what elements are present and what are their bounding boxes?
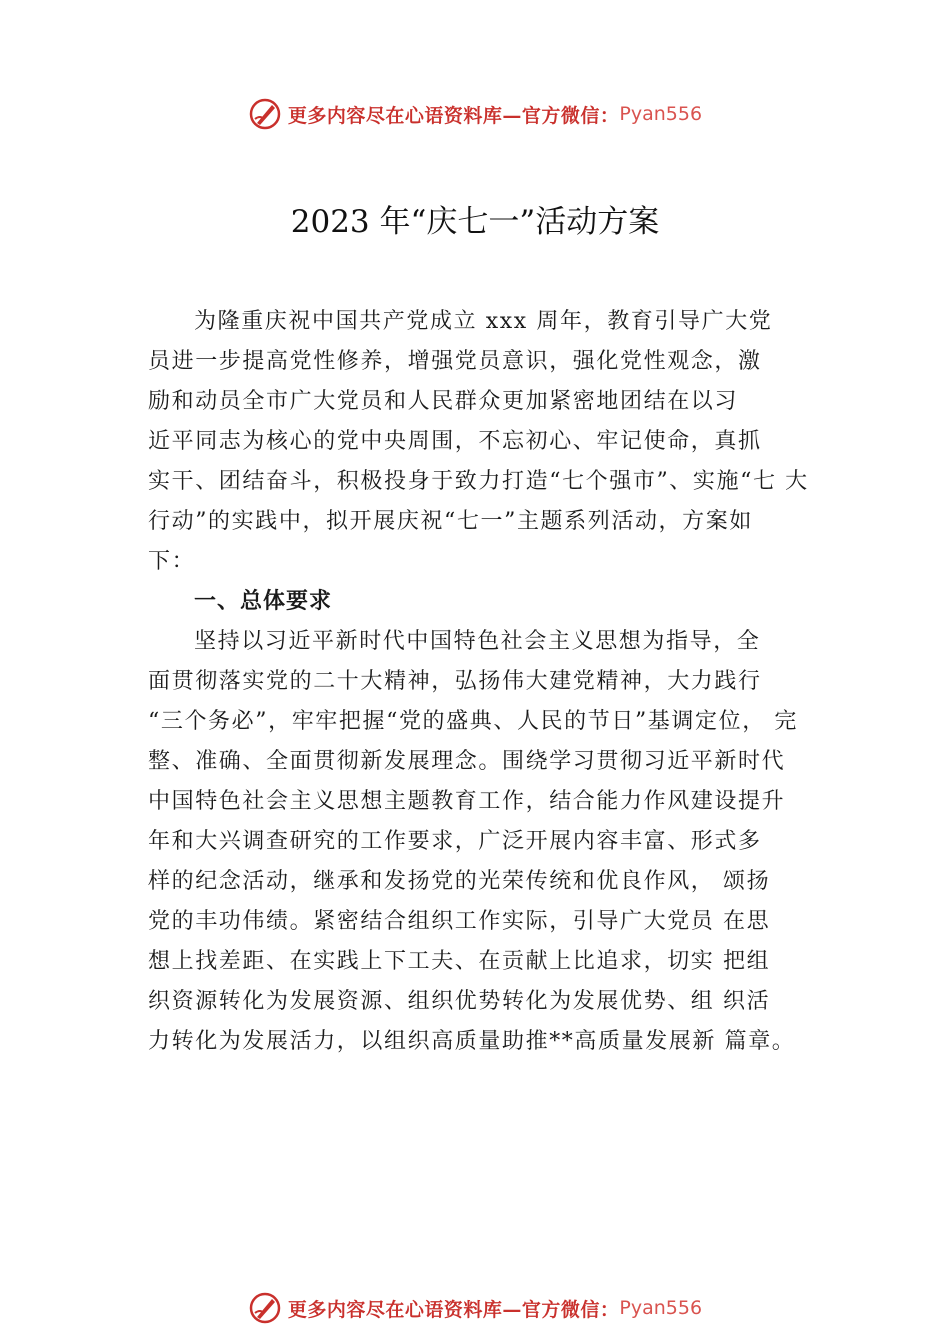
section-heading: 一、总体要求	[194, 589, 333, 614]
quill-logo-icon	[248, 97, 282, 131]
intro-line: 实干、团结奋斗，积极投身于致力打造“七个强市”、实施“七 大	[148, 469, 809, 494]
quill-logo-icon	[248, 1291, 282, 1325]
section-line: 织资源转化为发展资源、组织优势转化为发展优势、组 织活	[148, 989, 771, 1014]
section-line: 想上找差距、在实践上下工夫、在贡献上比追求，切实 把组	[148, 949, 771, 974]
banner-text: 更多内容尽在心语资料库—官方微信：	[287, 104, 620, 127]
intro-line: 行动”的实践中，拟开展庆祝“七一”主题系列活动，方案如	[148, 509, 753, 534]
section-line: 中国特色社会主义思想主题教育工作，结合能力作风建设提升	[148, 789, 786, 814]
intro-line: 员进一步提高党性修养，增强党员意识，强化党性观念，激	[148, 349, 762, 374]
document-title: 2023 年“庆七一”活动方案	[290, 204, 660, 240]
intro-line: 下：	[148, 549, 196, 574]
section-line: 样的纪念活动，继承和发扬党的光荣传统和优良作风， 颂扬	[148, 869, 771, 894]
intro-line: 为隆重庆祝中国共产党成立 xxx 周年，教育引导广大党	[194, 309, 773, 334]
document-body	[148, 302, 832, 1062]
banner-wechat-id: Pyan556	[619, 103, 703, 125]
section-line: 力转化为发展活力，以组织高质量助推**高质量发展新 篇章。	[148, 1029, 796, 1054]
section-line: “三个务必”，牢牢把握“党的盛典、人民的节日”基调定位， 完	[148, 709, 798, 734]
section-line: 面贯彻落实党的二十大精神，弘扬伟大建党精神，大力践行	[148, 669, 762, 694]
section-line: 整、准确、全面贯彻新发展理念。围绕学习贯彻习近平新时代	[148, 749, 786, 774]
section-line: 坚持以习近平新时代中国特色社会主义思想为指导，全	[194, 629, 761, 654]
section-line: 年和大兴调查研究的工作要求，广泛开展内容丰富、形式多	[148, 829, 762, 854]
intro-line: 励和动员全市广大党员和人民群众更加紧密地团结在以习	[148, 389, 739, 414]
intro-line: 近平同志为核心的党中央周围，不忘初心、牢记使命，真抓	[148, 429, 762, 454]
section-line: 党的丰功伟绩。紧密结合组织工作实际，引导广大党员 在思	[148, 909, 771, 934]
banner-text: 更多内容尽在心语资料库—官方微信：	[287, 1298, 620, 1321]
header-banner	[0, 94, 950, 134]
footer-banner	[0, 1288, 950, 1328]
banner-wechat-id: Pyan556	[619, 1297, 703, 1319]
